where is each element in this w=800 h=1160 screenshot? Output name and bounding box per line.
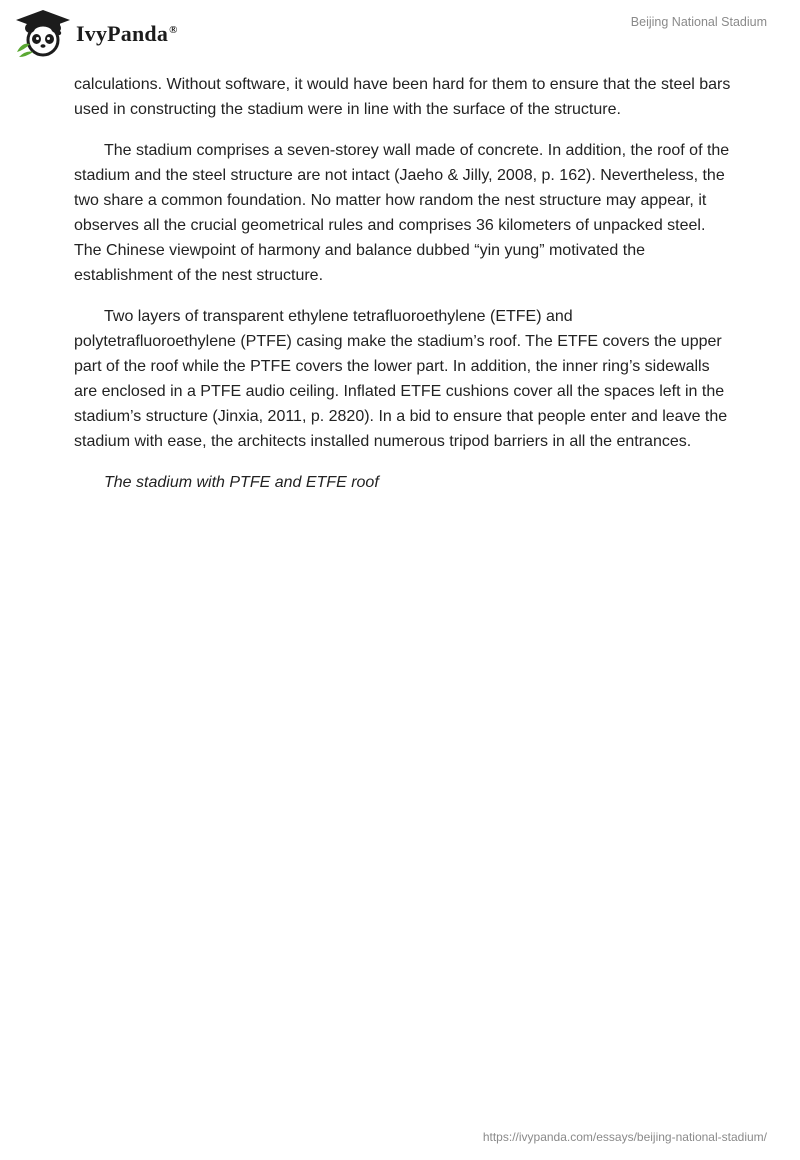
ivypanda-logo[interactable] xyxy=(14,8,178,58)
registered-mark: ® xyxy=(169,23,178,36)
paragraph-2: The stadium comprises a seven-storey wall made of concrete. In addition, the roof of the stadium and the steel structure are not intact (Jaeho & Jilly, 2008, p. 162). Nevertheless, the two share a common foundation. No matter how random the nest structure may appear, it observes all the crucial geometrical rules and comprises 36 kilometers of unpacked steel. The Chinese viewpoint of harmony and balance dubbed “yin yung” motivated the establishment of the nest structure. xyxy=(74,142,730,284)
essay-body xyxy=(74,72,734,511)
panda-graduate-icon xyxy=(14,8,72,58)
running-title: Beijing National Stadium xyxy=(630,15,767,29)
paragraph-3: Two layers of transparent ethylene tetrafluoroethylene (ETFE) and polytetrafluoroethylene (PTFE) casing make the stadium’s roof. The ETFE covers the upper part of the roof while the PTFE covers the lower part. In addition, the inner ring’s sidewalls are enclosed in a PTFE audio ceiling. Inflated ETFE cushions cover all the spaces left in the stadium’s structure (Jinxia, 2011, p. 2820). In a bid to ensure that people enter and leave the stadium with ease, the architects installed numerous tripod barriers in all the entrances. xyxy=(74,308,728,450)
brand-name: IvyPanda® xyxy=(76,21,178,46)
figure-caption: The stadium with PTFE and ETFE roof xyxy=(104,474,379,491)
source-url[interactable]: https://ivypanda.com/essays/beijing-national-stadium/ xyxy=(482,1130,767,1144)
paragraph-1: calculations. Without software, it would have been hard for them to ensure that the steel bars used in constructing the stadium were in line with the surface of the structure. xyxy=(74,76,731,118)
page-header xyxy=(0,0,800,64)
